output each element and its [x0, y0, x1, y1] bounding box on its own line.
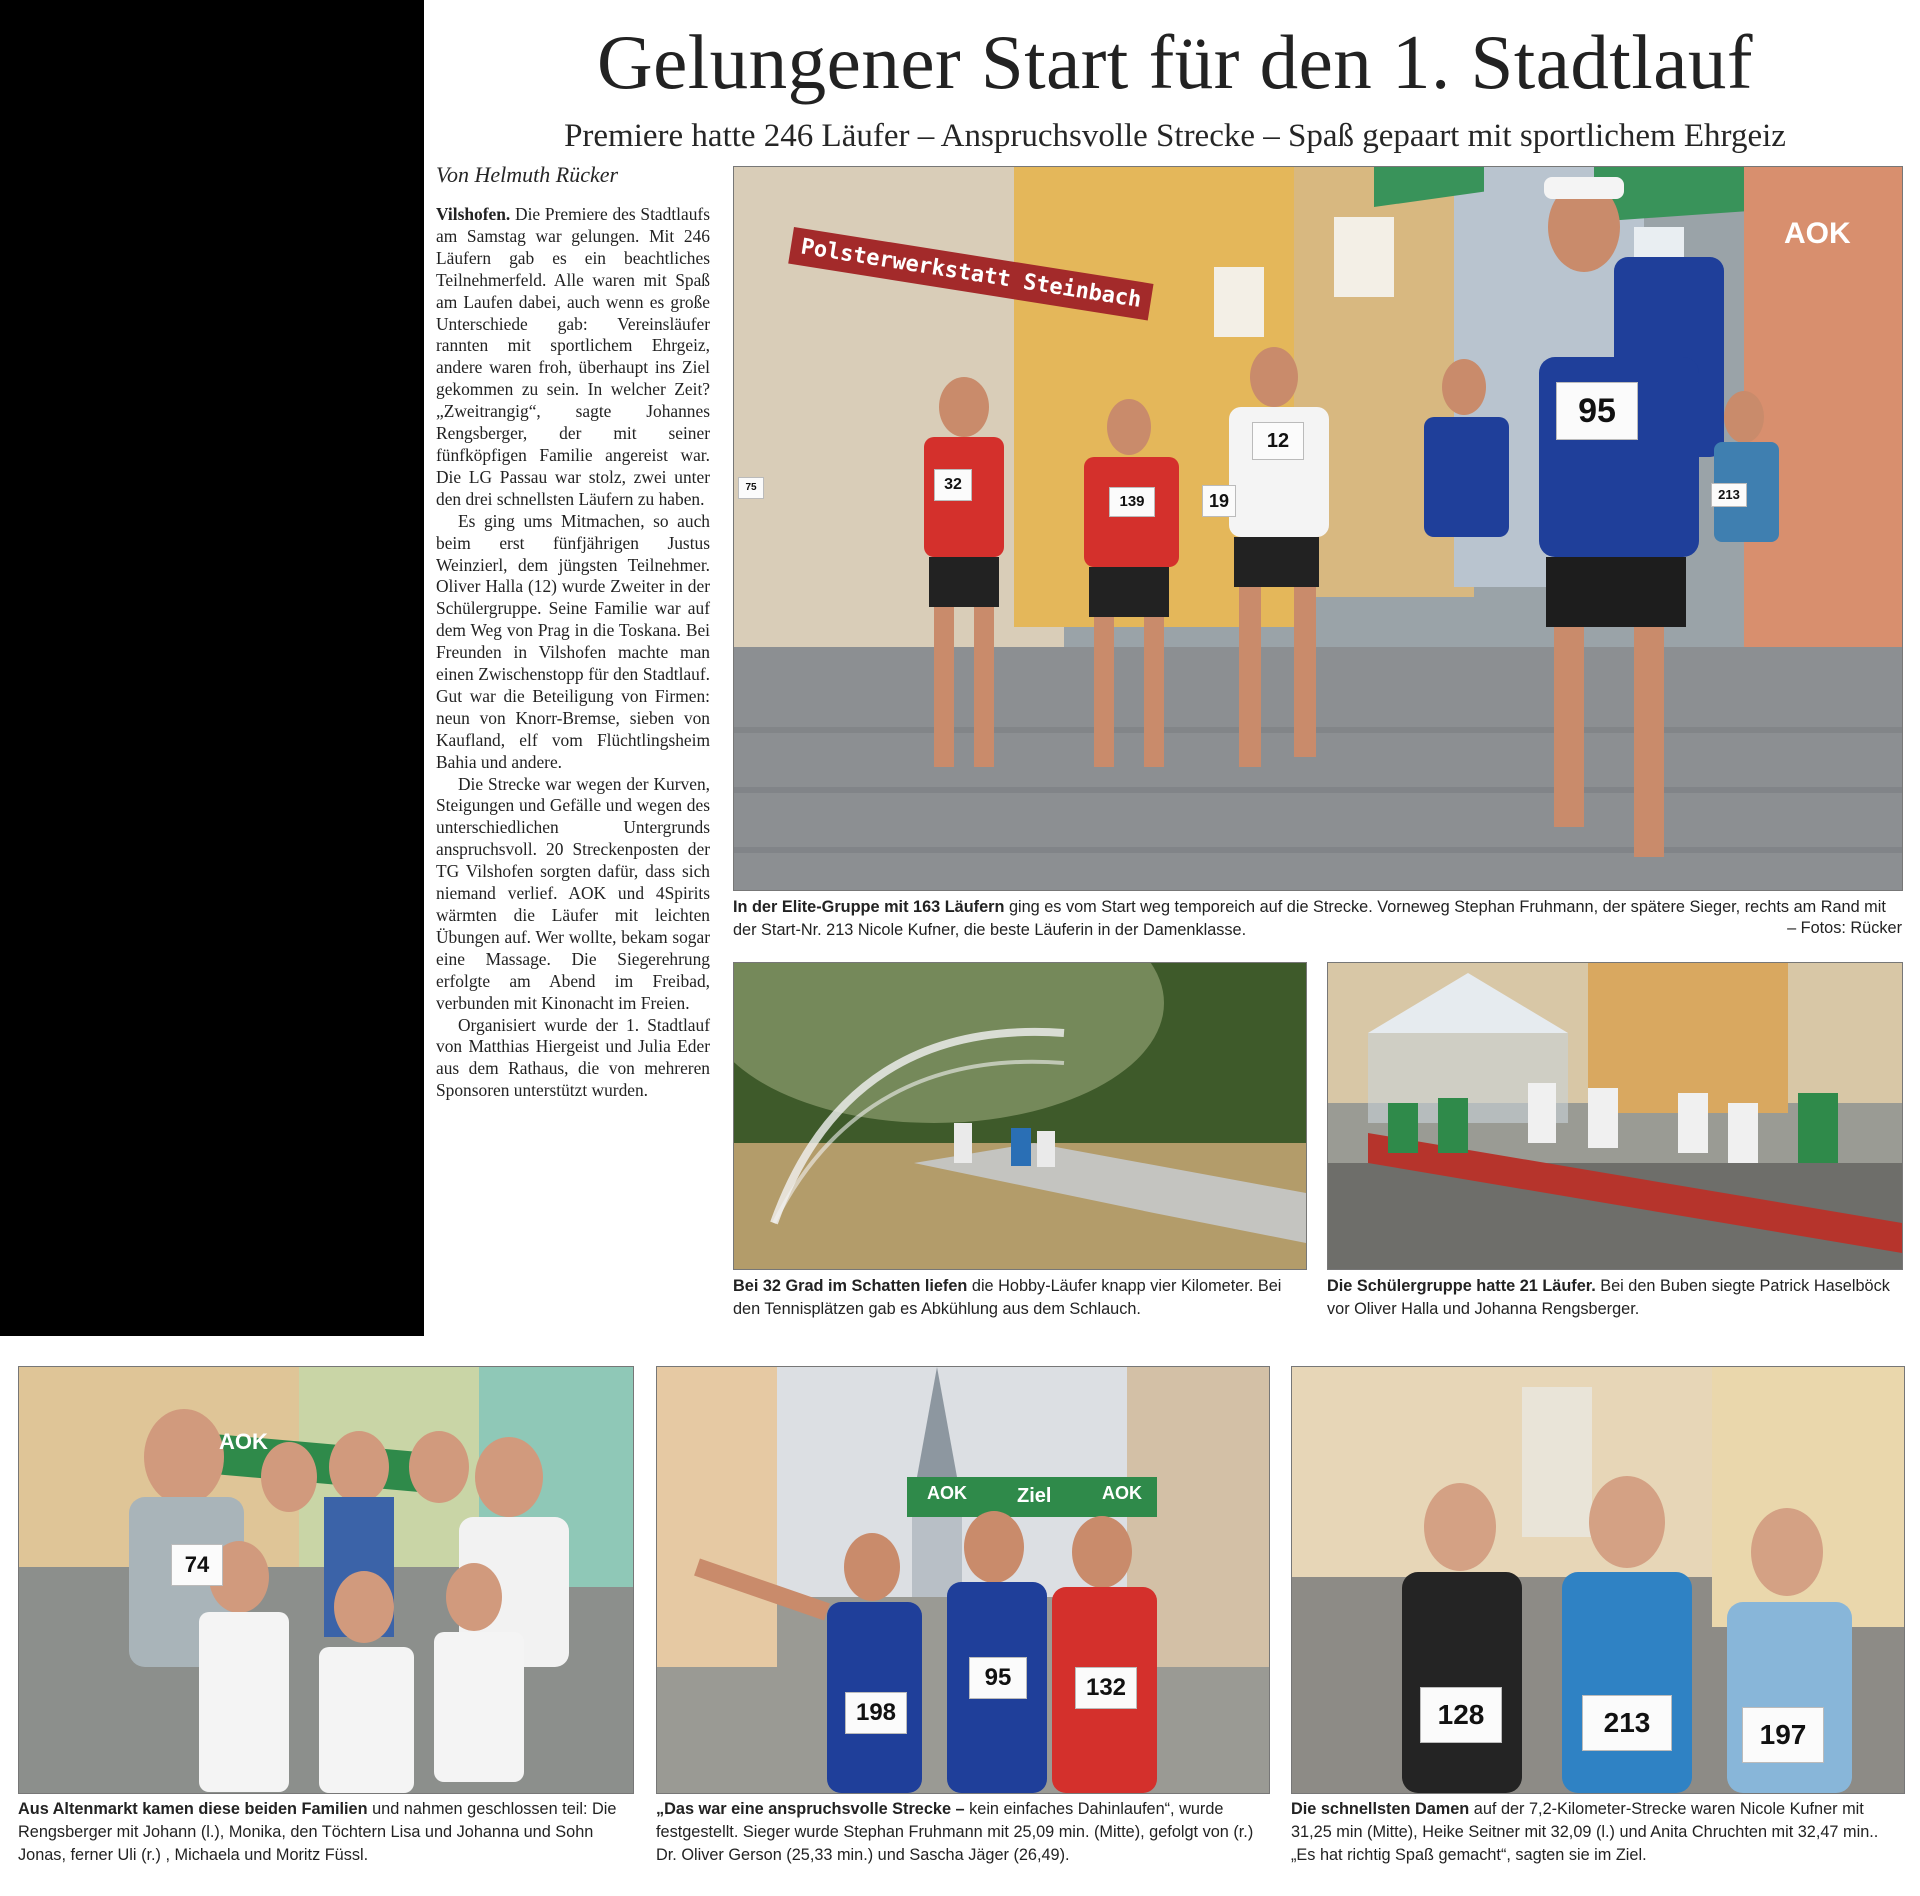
aok-banner-families: AOK [219, 1429, 268, 1454]
caption-sprinkler-text: die Hobby-Läufer knapp vier Kilometer. Bei den Tennisplätzen gab es Abkühlung aus dem Schlauch. [733, 1277, 1282, 1318]
start-number-74: 74 [171, 1544, 223, 1586]
start-number-19: 19 [1202, 485, 1236, 517]
shop-sign: Polsterwerkstatt Steinbach [788, 227, 1154, 321]
black-margin-bar [0, 0, 424, 1336]
dateline: Vilshofen. [436, 204, 511, 224]
article-body [436, 204, 710, 1102]
photo-families [18, 1366, 634, 1794]
caption-sprinkler-bold: Bei 32 Grad im Schatten liefen [733, 1277, 968, 1295]
caption-winners [656, 1798, 1270, 1867]
subheadline: Premiere hatte 246 Läufer – Anspruchsvolle Strecke – Spaß gepaart mit sportlichem Ehrgeiz [564, 118, 1786, 154]
photo-sprinkler-image [734, 963, 1306, 1269]
ziel-banner-text: Ziel [1017, 1485, 1052, 1507]
article-paragraph-3: Die Strecke war wegen der Kurven, Steigungen und Gefälle und wegen des unterschiedlichen Untergrunds anspruchsvoll. 20 Streckenposten der TG Vilshofen sorgten dafür, dass sich niemand verlief. AOK und 4Spirits wärmten die Läufer mit leichten Übungen auf. Wer wollte, bekam sogar eine Massage. Die Siegerehrung erfolgte am Abend im Freibad, verbunden mit Kinonacht im Freien. [436, 773, 710, 1013]
photo-sprinkler [733, 962, 1307, 1270]
caption-winners-text: kein einfaches Dahinlaufen“, wurde festgestellt. Sieger wurde Stephan Fruhmann mit 25,09 min. (Mitte), gefolgt von (r.) Dr. Oliver Gerson (25,33 min.) und Sascha Jäger (26,49). [656, 1800, 1254, 1864]
start-number-95: 95 [1556, 382, 1638, 440]
caption-elite-bold: In der Elite-Gruppe mit 163 Läufern [733, 898, 1005, 916]
byline: Von Helmuth Rücker [436, 162, 619, 187]
headline: Gelungener Start für den 1. Stadtlauf [596, 19, 1754, 105]
caption-families-bold: Aus Altenmarkt kamen diese beiden Familien [18, 1800, 368, 1818]
caption-pupils-bold: Die Schülergruppe hatte 21 Läufer. [1327, 1277, 1596, 1295]
caption-women-bold: Die schnellsten Damen [1291, 1800, 1470, 1818]
photo-credit: – Fotos: Rücker [1787, 919, 1902, 937]
article-paragraph-2: Es ging ums Mitmachen, so auch beim erst fünfjährigen Justus Weinzierl, dem jüngsten Teilnehmer. Oliver Halla (12) wurde Zweiter in der Schülergruppe. Seine Familie war auf dem Weg von Prag in die Toskana. Bei Freunden in Vilshofen machte man einen Zwischenstopp für den Stadtlauf. Gut war die Beteiligung von Firmen: neun von Knorr-Bremse, sieben von Kaufland, elf vom Flüchtlingsheim Bahia und andere. [436, 510, 710, 772]
start-number-12: 12 [1252, 422, 1304, 460]
aok-banner-right: AOK [1102, 1483, 1142, 1503]
caption-elite-group [733, 896, 1903, 942]
start-number-197: 197 [1742, 1707, 1824, 1763]
start-number-213: 213 [1711, 483, 1747, 507]
caption-families-text: und nahmen geschlossen teil: Die Rengsberger mit Johann (l.), Monika, den Töchtern Lisa und Johanna und Sohn Jonas, ferner Uli (r.) , Michaela und Moritz Füssl. [18, 1800, 617, 1864]
photo-families-image [19, 1367, 633, 1793]
start-number-139: 139 [1109, 487, 1155, 517]
aok-banner-left: AOK [927, 1483, 967, 1503]
photo-elite-group [733, 166, 1903, 891]
photo-winners-image [657, 1367, 1269, 1793]
start-number-32: 32 [934, 469, 972, 501]
aok-banner-text: AOK [1784, 217, 1851, 250]
photo-pupils [1327, 962, 1903, 1270]
start-number-75: 75 [738, 477, 764, 499]
article-paragraph-4: Organisiert wurde der 1. Stadtlauf von Matthias Hiergeist und Julia Eder aus dem Rathaus, die von mehreren Sponsoren unterstützt wurden. [436, 1014, 710, 1101]
caption-winners-bold: „Das war eine anspruchsvolle Strecke – [656, 1800, 965, 1818]
start-number-132: 132 [1075, 1667, 1137, 1709]
article-text-1: Die Premiere des Stadtlaufs am Samstag war gelungen. Mit 246 Läufern gab es ein beachtliches Teilnehmerfeld. Alle waren mit Spaß am Laufen dabei, auch wenn es große Unterschiede gab: Vereinsläufer rannten mit sportlichem Ehrgeiz, andere waren froh, überhaupt ins Ziel gekommen zu sein. In welcher Zeit? „Zweitrangig“, sagte Johannes Rengsberger, der mit seiner fünfköpfigen Familie angereist war. Die LG Passau war stolz, zwei unter den drei schnellsten Läufern zu haben. [436, 204, 710, 509]
caption-women-text: auf der 7,2-Kilometer-Strecke waren Nicole Kufner mit 31,25 min (Mitte), Heike Seitner mit 32,09 (l.) und Anita Chruchten mit 32,47 min.. „Es hat richtig Spaß gemacht“, sagten sie im Ziel. [1291, 1800, 1879, 1864]
start-number-95-winner: 95 [969, 1657, 1027, 1699]
start-number-198: 198 [845, 1692, 907, 1734]
start-number-213-women: 213 [1582, 1695, 1672, 1751]
caption-sprinkler [733, 1275, 1307, 1321]
photo-women [1291, 1366, 1905, 1794]
caption-elite-text: ging es vom Start weg temporeich auf die Strecke. Vorneweg Stephan Fruhmann, der spätere Sieger, rechts am Rand mit der Start-Nr. 213 Nicole Kufner, die beste Läuferin in der Damenklasse. [733, 898, 1886, 939]
article-paragraph-1 [436, 204, 710, 511]
caption-pupils [1327, 1275, 1903, 1321]
start-number-128: 128 [1420, 1687, 1502, 1743]
photo-winners [656, 1366, 1270, 1794]
caption-pupils-text: Bei den Buben siegte Patrick Haselböck vor Oliver Halla und Johanna Rengsberger. [1327, 1277, 1890, 1318]
caption-families [18, 1798, 634, 1867]
caption-women [1291, 1798, 1905, 1867]
photo-pupils-image [1328, 963, 1902, 1269]
